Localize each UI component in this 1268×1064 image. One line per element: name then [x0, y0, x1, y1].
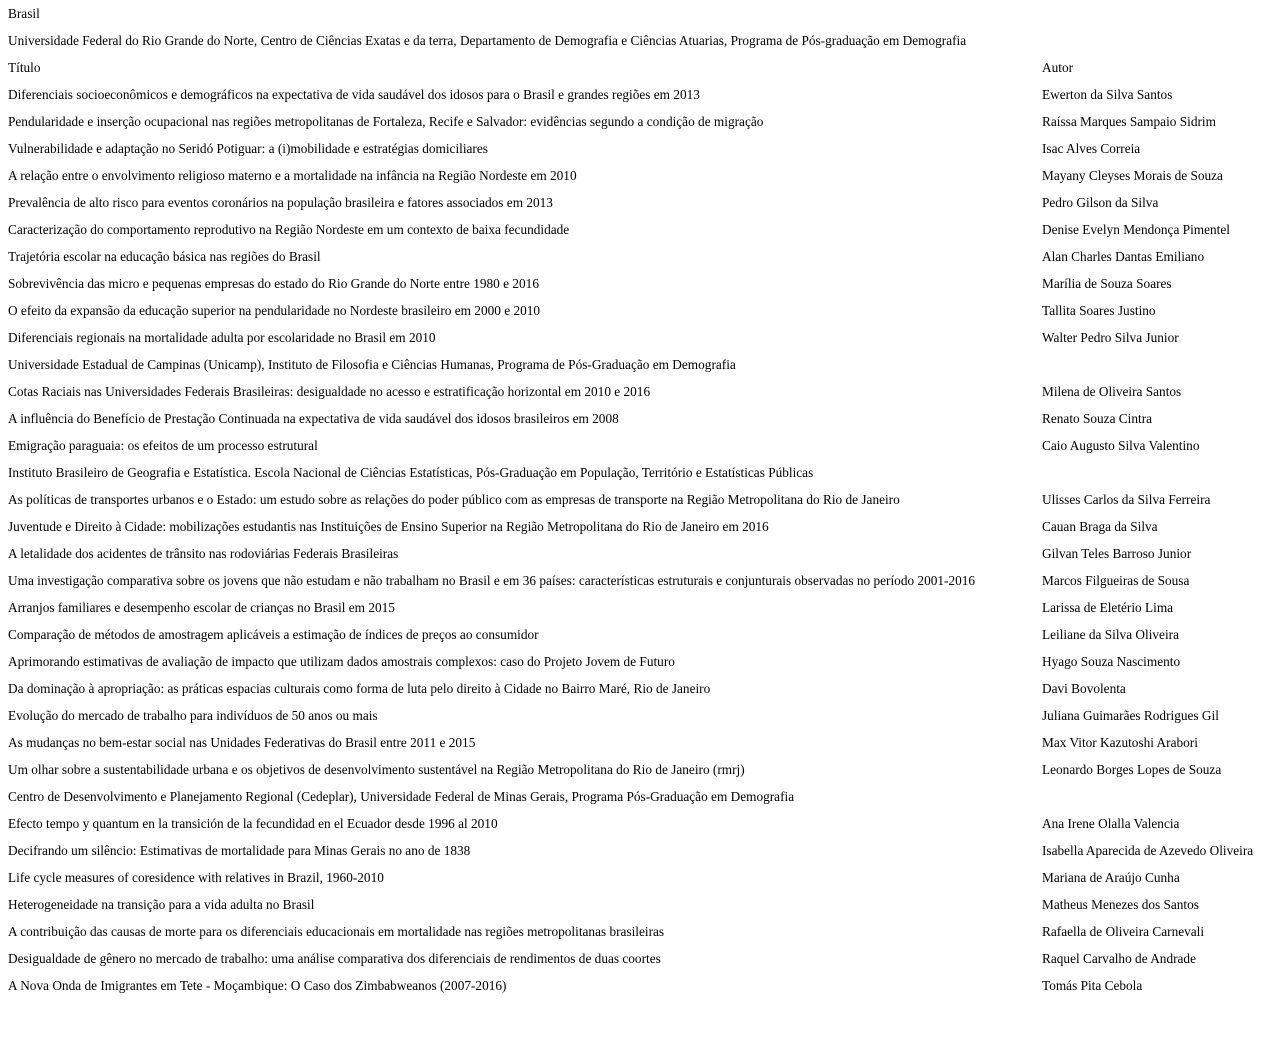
- thesis-title: Arranjos familiares e desempenho escolar de crianças no Brasil em 2015: [8, 600, 395, 615]
- thesis-title: Desigualdade de gênero no mercado de trabalho: uma análise comparativa dos diferenciais de rendimentos de duas coortes: [8, 951, 661, 966]
- thesis-author: Leonardo Borges Lopes de Souza: [1042, 762, 1222, 777]
- thesis-author: Tallita Soares Justino: [1042, 303, 1156, 318]
- institution-name: Instituto Brasileiro de Geografia e Estatística. Escola Nacional de Ciências Estatísticas, Pós-Graduação em População, Território e Estatísticas Públicas: [8, 465, 814, 480]
- thesis-author: Renato Souza Cintra: [1042, 411, 1153, 426]
- thesis-author: Matheus Menezes dos Santos: [1042, 897, 1199, 912]
- thesis-title: Caracterização do comportamento reprodutivo na Região Nordeste em um contexto de baixa fecundidade: [8, 222, 570, 237]
- thesis-author: Milena de Oliveira Santos: [1042, 384, 1182, 399]
- thesis-author: Denise Evelyn Mendonça Pimentel: [1042, 222, 1230, 237]
- thesis-title: Uma investigação comparativa sobre os jovens que não estudam e não trabalham no Brasil e em 36 países: características estruturais e conjunturais observadas no período 2001-2016: [8, 573, 976, 588]
- thesis-author: Raquel Carvalho de Andrade: [1042, 951, 1196, 966]
- thesis-author: Max Vitor Kazutoshi Arabori: [1042, 735, 1198, 750]
- thesis-author: Raíssa Marques Sampaio Sidrim: [1042, 114, 1216, 129]
- thesis-title: As mudanças no bem-estar social nas Unidades Federativas do Brasil entre 2011 e 2015: [8, 735, 476, 750]
- thesis-author: Ewerton da Silva Santos: [1042, 87, 1173, 102]
- thesis-title: Efecto tempo y quantum en la transición de la fecundidad en el Ecuador desde 1996 al 2010: [8, 816, 498, 831]
- thesis-title: As políticas de transportes urbanos e o Estado: um estudo sobre as relações do poder público com as empresas de transporte na Região Metropolitana do Rio de Janeiro: [8, 492, 900, 507]
- thesis-title: A contribuição das causas de morte para os diferenciais educacionais em mortalidade nas regiões metropolitanas brasileiras: [8, 924, 665, 939]
- institution-name: Centro de Desenvolvimento e Planejamento Regional (Cedeplar), Universidade Federal de Minas Gerais, Programa Pós-Graduação em Demografia: [8, 789, 795, 804]
- thesis-author: Caio Augusto Silva Valentino: [1042, 438, 1200, 453]
- thesis-author: Cauan Braga da Silva: [1042, 519, 1158, 534]
- thesis-author: Pedro Gilson da Silva: [1042, 195, 1159, 210]
- thesis-title: Diferenciais socioeconômicos e demográficos na expectativa de vida saudável dos idosos para o Brasil e grandes regiões em 2013: [8, 87, 700, 102]
- thesis-title: Emigração paraguaia: os efeitos de um processo estrutural: [8, 438, 318, 453]
- thesis-author: Ulisses Carlos da Silva Ferreira: [1042, 492, 1211, 507]
- thesis-title: A letalidade dos acidentes de trânsito nas rodoviárias Federais Brasileiras: [8, 546, 399, 561]
- thesis-title: Comparação de métodos de amostragem aplicáveis a estimação de índices de preços ao consumidor: [8, 627, 539, 642]
- thesis-title: Evolução do mercado de trabalho para indivíduos de 50 anos ou mais: [8, 708, 378, 723]
- thesis-author: Leiliane da Silva Oliveira: [1042, 627, 1179, 642]
- thesis-title: Aprimorando estimativas de avaliação de impacto que utilizam dados amostrais complexos: caso do Projeto Jovem de Futuro: [8, 654, 675, 669]
- country-label: Brasil: [8, 6, 40, 21]
- thesis-title: Diferenciais regionais na mortalidade adulta por escolaridade no Brasil em 2010: [8, 330, 436, 345]
- thesis-title: Decifrando um silêncio: Estimativas de mortalidade para Minas Gerais no ano de 1838: [8, 843, 471, 858]
- thesis-author: Ana Irene Olalla Valencia: [1042, 816, 1180, 831]
- thesis-title: O efeito da expansão da educação superior na pendularidade no Nordeste brasileiro em 2000 e 2010: [8, 303, 541, 318]
- column-header-title: Título: [8, 60, 41, 75]
- thesis-title: Da dominação à apropriação: as práticas espacias culturais como forma de luta pelo direito à Cidade no Bairro Maré, Rio de Janeiro: [8, 681, 711, 696]
- thesis-author: Marcos Filgueiras de Sousa: [1042, 573, 1190, 588]
- thesis-title: A relação entre o envolvimento religioso materno e a mortalidade na infância na Região Nordeste em 2010: [8, 168, 577, 183]
- institution-name: Universidade Estadual de Campinas (Unicamp), Instituto de Filosofia e Ciências Humanas, Programa de Pós-Graduação em Demografia: [8, 357, 736, 372]
- institution-name: Universidade Federal do Rio Grande do Norte, Centro de Ciências Exatas e da terra, Departamento de Demografia e Ciências Atuarias, Programa de Pós-graduação em Demografia: [8, 33, 967, 48]
- thesis-author: Walter Pedro Silva Junior: [1042, 330, 1179, 345]
- thesis-title: A influência do Benefício de Prestação Continuada na expectativa de vida saudável dos idosos brasileiros em 2008: [8, 411, 619, 426]
- thesis-author: Hyago Souza Nascimento: [1042, 654, 1181, 669]
- thesis-title: Um olhar sobre a sustentabilidade urbana e os objetivos de desenvolvimento sustentável na Região Metropolitana do Rio de Janeiro (rmrj): [8, 762, 745, 777]
- thesis-author: Marília de Souza Soares: [1042, 276, 1172, 291]
- thesis-title: Vulnerabilidade e adaptação no Seridó Potiguar: a (i)mobilidade e estratégias domiciliares: [8, 141, 488, 156]
- thesis-title: Cotas Raciais nas Universidades Federais Brasileiras: desigualdade no acesso e estratificação horizontal em 2010 e 2016: [8, 384, 651, 399]
- thesis-title: Life cycle measures of coresidence with relatives in Brazil, 1960-2010: [8, 870, 384, 885]
- thesis-author: Rafaella de Oliveira Carnevali: [1042, 924, 1205, 939]
- thesis-author: Tomás Pita Cebola: [1042, 978, 1143, 993]
- thesis-author: Mariana de Araújo Cunha: [1042, 870, 1180, 885]
- thesis-title: Juventude e Direito à Cidade: mobilizações estudantis nas Instituições de Ensino Superior na Região Metropolitana do Rio de Janeiro em 2016: [8, 519, 769, 534]
- column-header-author: Autor: [1042, 60, 1074, 75]
- thesis-author: Gilvan Teles Barroso Junior: [1042, 546, 1192, 561]
- thesis-title: Trajetória escolar na educação básica nas regiões do Brasil: [8, 249, 321, 264]
- thesis-author: Larissa de Eletério Lima: [1042, 600, 1174, 615]
- thesis-author: Alan Charles Dantas Emiliano: [1042, 249, 1205, 264]
- thesis-title: Sobrevivência das micro e pequenas empresas do estado do Rio Grande do Norte entre 1980 e 2016: [8, 276, 539, 291]
- thesis-author: Mayany Cleyses Morais de Souza: [1042, 168, 1223, 183]
- thesis-author: Isac Alves Correia: [1042, 141, 1141, 156]
- thesis-author: Juliana Guimarães Rodrigues Gil: [1042, 708, 1219, 723]
- thesis-title: A Nova Onda de Imigrantes em Tete - Moçambique: O Caso dos Zimbabweanos (2007-2016): [8, 978, 507, 993]
- thesis-title: Heterogeneidade na transição para a vida adulta no Brasil: [8, 897, 315, 912]
- thesis-title: Pendularidade e inserção ocupacional nas regiões metropolitanas de Fortaleza, Recife e Salvador: evidências segundo a condição de migração: [8, 114, 764, 129]
- thesis-author: Davi Bovolenta: [1042, 681, 1126, 696]
- thesis-author: Isabella Aparecida de Azevedo Oliveira: [1042, 843, 1254, 858]
- thesis-title: Prevalência de alto risco para eventos coronários na população brasileira e fatores associados em 2013: [8, 195, 553, 210]
